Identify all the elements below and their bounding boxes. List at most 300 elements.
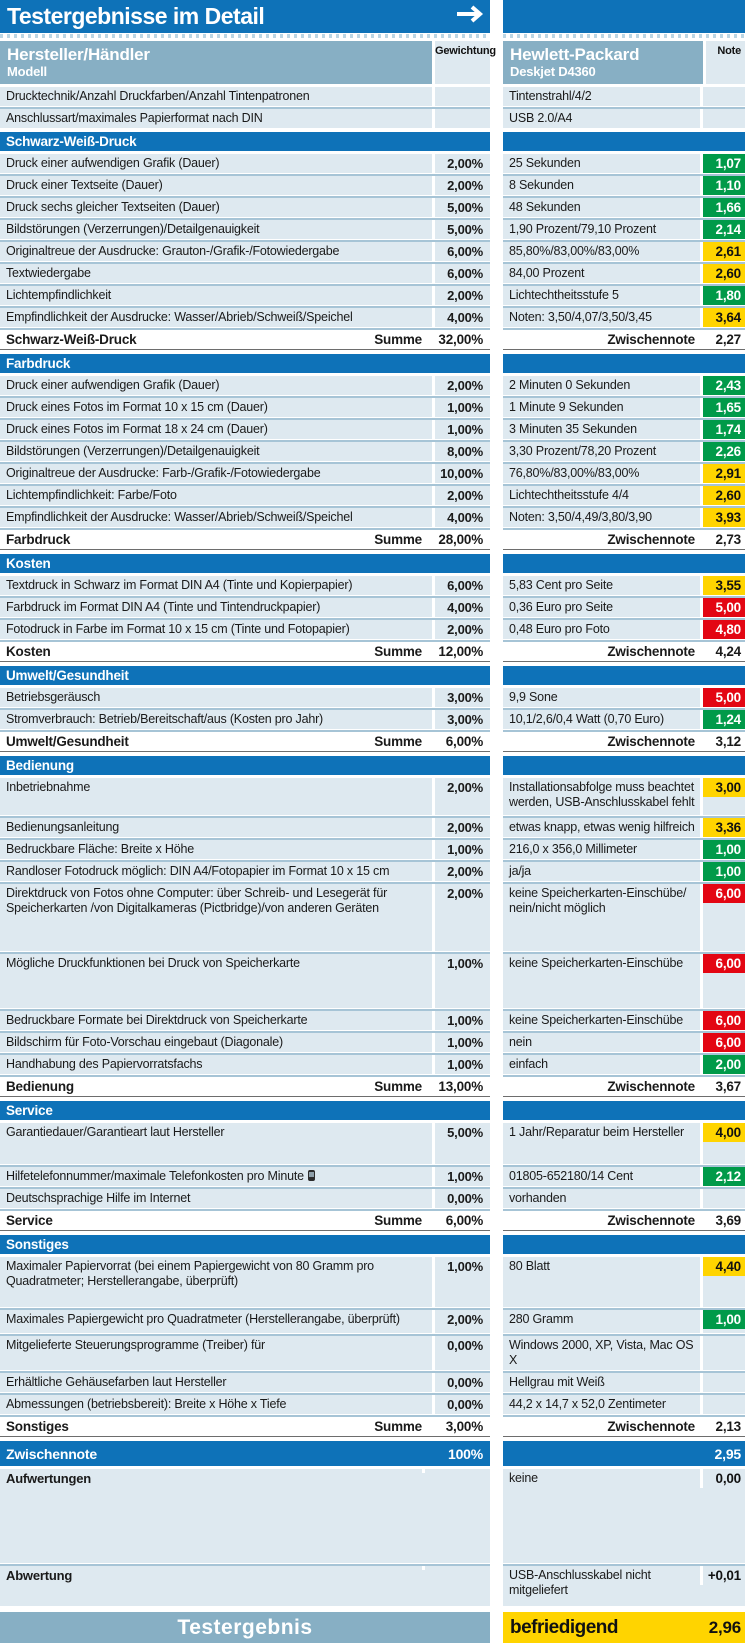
row-weight [432,109,490,128]
section-summary-row [0,530,745,550]
section-header-row [0,1101,745,1120]
product-model: Deskjet D4360 [510,64,596,79]
column-gap [490,1336,503,1370]
note-badge: 1,66 [703,198,745,217]
row-note [700,954,745,1008]
row-value: USB 2.0/A4 [509,111,573,125]
row-weight: 1,00% [432,420,490,439]
row-label: Mögliche Druckfunktionen bei Druck von Speicherkarte [6,956,300,970]
section-summary-row [0,1211,745,1231]
table-row [0,688,745,707]
table-row [0,576,745,595]
column-gap [490,1310,503,1333]
table-row [0,176,745,195]
row-note [700,598,745,617]
row-weight: 2,00% [432,778,490,815]
row-value: 5,83 Cent pro Seite [509,578,613,592]
row-note [700,87,745,106]
row-value: Installationsabfolge muss beachtet werden, USB-Anschlusskabel fehlt [509,780,695,809]
row-weight: 8,00% [432,442,490,461]
note-badge: 3,93 [703,508,745,527]
row-value: Tintenstrahl/4/2 [509,89,592,103]
row-weight: 2,00% [432,818,490,837]
row-label: Bedruckbare Formate bei Direktdruck von Speicherkarte [6,1013,308,1027]
row-value: Windows 2000, XP, Vista, Mac OS X [509,1338,694,1367]
section-header-right [503,354,745,373]
testergebnis-row [0,1612,745,1643]
row-weight: 1,00% [432,1257,490,1307]
row-label: Druck einer aufwendigen Grafik (Dauer) [6,378,220,392]
column-gap [490,818,503,837]
column-gap [490,1211,503,1231]
row-value: Lichtechtheitsstufe 5 [509,288,619,302]
table-row [0,220,745,239]
column-gap [490,464,503,483]
row-right [503,176,745,195]
summary-label: Farbdruck [6,532,71,547]
row-weight: 2,00% [432,154,490,173]
row-weight: 2,00% [432,376,490,395]
row-left [0,308,490,327]
row-weight: 6,00% [432,576,490,595]
section-summary-row [0,732,745,752]
section-title: Schwarz-Weiß-Druck [6,134,137,149]
title-row [0,0,745,33]
note-badge: 5,00 [703,688,745,707]
table-row [0,954,745,1008]
table-row [0,1167,745,1186]
row-weight: 0,00% [432,1336,490,1370]
summary-left [0,1211,490,1231]
row-note [700,198,745,217]
row-right [503,1373,745,1392]
row-left [0,220,490,239]
zwischennote-value: 4,24 [715,644,741,659]
section-header-row [0,554,745,573]
column-gap [490,620,503,639]
row-weight: 2,00% [432,862,490,881]
table-row [0,242,745,261]
row-value: 280 Gramm [509,1312,574,1326]
section-header-row [0,756,745,775]
row-weight: 1,00% [432,840,490,859]
note-badge: 2,91 [703,464,745,483]
row-right [503,1167,745,1186]
row-left [0,286,490,305]
column-header-row [0,41,745,84]
row-right [503,464,745,483]
table-row [0,862,745,881]
abwertung-note: +0,01 [707,1568,741,1583]
table-row [0,818,745,837]
table-body [0,87,745,1437]
row-value: Hellgrau mit Weiß [509,1375,605,1389]
row-left [0,376,490,395]
row-label: Betriebsgeräusch [6,690,101,704]
zwischennote-label: Zwischennote [607,532,695,547]
row-label: Hilfetelefonnummer/maximale Telefonkosten pro Minute [0,1167,432,1186]
row-left [0,840,490,859]
row-value: 76,80%/83,00%/83,00% [509,466,640,480]
summary-weight: 6,00% [445,734,483,749]
row-note [700,688,745,707]
abwertung-label: Abwertung [6,1568,73,1583]
row-note [700,420,745,439]
summary-right [503,642,745,662]
section-title: Umwelt/Gesundheit [6,668,129,683]
section-header-right [503,1235,745,1254]
table-row [0,486,745,505]
summe-label: Summe [374,1213,422,1228]
row-weight: 6,00% [432,264,490,283]
row-label: Bildschirm für Foto-Vorschau eingebaut (Diagonale) [6,1035,283,1049]
column-gap [490,666,503,685]
row-value: keine Speicherkarten-Einschübe/ nein/nicht möglich [509,886,687,915]
row-label: Inbetriebnahme [6,780,91,794]
row-label: Stromverbrauch: Betrieb/Bereitschaft/aus (Kosten pro Jahr) [6,712,324,726]
row-note [700,486,745,505]
table-row [0,420,745,439]
summary-left [0,642,490,662]
column-gap [490,710,503,729]
column-gap [490,1123,503,1164]
row-label: Originaltreue der Ausdrucke: Farb-/Grafik-/Fotowiedergabe [6,466,321,480]
row-left [0,1336,490,1370]
aufwertungen-row [0,1469,745,1563]
zwischennote-total-row [0,1441,745,1466]
zwischennote-label: Zwischennote [607,332,695,347]
zwischennote-value: 2,73 [715,532,741,547]
summary-label: Sonstiges [6,1419,69,1434]
row-value: Noten: 3,50/4,49/3,80/3,90 [509,510,652,524]
row-value: nein [509,1035,532,1049]
column-gap [490,486,503,505]
row-label: Textdruck in Schwarz im Format DIN A4 (Tinte und Kopierpapier) [6,578,353,592]
column-gap [490,420,503,439]
row-right [503,840,745,859]
row-note [700,464,745,483]
column-gap [490,286,503,305]
column-gap [490,1235,503,1254]
row-value: 84,00 Prozent [509,266,585,280]
summe-label: Summe [374,532,422,547]
page-title: Testergebnisse im Detail [7,3,265,29]
note-badge: 6,00 [703,954,745,973]
summary-weight: 3,00% [445,1419,483,1434]
row-right [503,398,745,417]
row-left [0,1189,490,1208]
table-row [0,264,745,283]
row-right [503,710,745,729]
row-left [0,954,490,1008]
row-label: Lichtempfindlichkeit [6,288,112,302]
row-value: 3 Minuten 35 Sekunden [509,422,637,436]
row-value: 44,2 x 14,7 x 52,0 Zentimeter [509,1397,666,1411]
row-weight: 4,00% [432,508,490,527]
note-badge: 1,10 [703,176,745,195]
row-note [700,109,745,128]
row-left [0,1257,490,1307]
row-note [700,862,745,881]
zwischennote-label: Zwischennote [607,1419,695,1434]
row-left [0,818,490,837]
row-note [700,818,745,837]
section-summary-row [0,1417,745,1437]
zwischennote-value: 2,27 [715,332,741,347]
note-badge: 1,65 [703,398,745,417]
column-gap [490,756,503,775]
row-value: keine Speicherkarten-Einschübe [509,956,683,970]
manufacturer-header-line1: Hersteller/Händler [7,45,150,64]
summe-label: Summe [374,644,422,659]
note-badge: 2,61 [703,242,745,261]
zwischennote-total-weight: 100% [447,1445,483,1462]
row-note [700,710,745,729]
column-gap [490,1167,503,1186]
column-gap [490,0,503,33]
column-gap [490,330,503,350]
table-row [0,87,745,106]
row-right [503,87,745,106]
section-header-left [0,756,490,775]
section-summary-row [0,642,745,662]
table-row [0,308,745,327]
note-badge: 1,00 [703,862,745,881]
column-gap [490,154,503,173]
row-weight: 2,00% [432,1310,490,1333]
row-value: 1,90 Prozent/79,10 Prozent [509,222,656,236]
row-left [0,710,490,729]
column-gap [490,954,503,1008]
arrow-right-icon[interactable] [450,5,490,28]
section-header-left [0,666,490,685]
section-header-right [503,132,745,151]
note-badge: 3,00 [703,778,745,797]
row-weight: 1,00% [432,398,490,417]
summary-label: Kosten [6,644,51,659]
row-label: Druck eines Fotos im Format 18 x 24 cm (Dauer) [6,422,268,436]
summary-label: Service [6,1213,53,1228]
table-row [0,109,745,128]
row-right [503,884,745,951]
row-value: 1 Minute 9 Sekunden [509,400,624,414]
note-badge: 6,00 [703,1011,745,1030]
row-weight: 5,00% [432,220,490,239]
row-right [503,1257,745,1307]
row-label: Abmessungen (betriebsbereit): Breite x Höhe x Tiefe [6,1397,287,1411]
column-gap [490,87,503,106]
section-header-row [0,666,745,685]
section-header-row [0,132,745,151]
table-row [0,1011,745,1030]
row-right [503,376,745,395]
summe-label: Summe [374,1419,422,1434]
row-left [0,1011,490,1030]
row-right [503,576,745,595]
row-note [700,1336,745,1370]
zwischennote-label: Zwischennote [607,644,695,659]
column-gap [490,642,503,662]
summary-left [0,330,490,350]
row-left [0,198,490,217]
row-right [503,109,745,128]
column-gap [490,862,503,881]
table-row [0,1123,745,1164]
row-value: 85,80%/83,00%/83,00% [509,244,640,258]
row-value: Lichtechtheitsstufe 4/4 [509,488,629,502]
row-weight: 3,00% [432,688,490,707]
note-badge: 2,00 [703,1055,745,1074]
column-gap [490,264,503,283]
summary-right [503,530,745,550]
note-badge: 1,00 [703,1310,745,1329]
column-gap [490,354,503,373]
summary-label: Umwelt/Gesundheit [6,734,129,749]
column-gap [490,1417,503,1437]
row-right [503,242,745,261]
table-row [0,376,745,395]
column-gap [490,576,503,595]
row-right [503,778,745,815]
table-row [0,1336,745,1370]
summary-right [503,1077,745,1097]
summary-left [0,530,490,550]
zwischennote-value: 3,67 [715,1079,741,1094]
row-left [0,1055,490,1074]
column-gap [490,176,503,195]
mobile-phone-icon [308,1170,315,1181]
row-value: 216,0 x 356,0 Millimeter [509,842,637,856]
note-badge: 2,60 [703,486,745,505]
row-weight: 0,00% [432,1395,490,1414]
row-right [503,1033,745,1052]
row-note [700,508,745,527]
row-left [0,1123,490,1164]
row-note [700,1310,745,1333]
row-right [503,1123,745,1164]
section-header-left [0,132,490,151]
row-right [503,420,745,439]
column-gap [490,1033,503,1052]
section-title: Kosten [6,556,51,571]
aufwertungen-label: Aufwertungen [6,1471,91,1486]
table-row [0,884,745,951]
row-left [0,508,490,527]
row-right [503,688,745,707]
row-weight: 2,00% [432,620,490,639]
row-value: einfach [509,1057,548,1071]
row-right [503,1336,745,1370]
row-left [0,87,490,106]
row-right [503,220,745,239]
row-left [0,154,490,173]
section-header-left [0,554,490,573]
column-gap [490,1077,503,1097]
testergebnis-label: Testergebnis [177,1615,313,1639]
row-value: 0,48 Euro pro Foto [509,622,610,636]
row-value: 9,9 Sone [509,690,558,704]
summary-left [0,732,490,752]
row-right [503,286,745,305]
note-badge: 6,00 [703,1033,745,1052]
column-gap [490,1257,503,1307]
row-value: etwas knapp, etwas wenig hilfreich [509,820,695,834]
row-label: Handhabung des Papiervorratsfachs [6,1057,203,1071]
table-row [0,710,745,729]
note-badge: 1,80 [703,286,745,305]
row-note [700,1033,745,1052]
row-weight: 1,00% [432,1033,490,1052]
column-gap [490,778,503,815]
row-right [503,1189,745,1208]
title-bar [0,0,490,33]
product-name: Hewlett-Packard [510,45,640,64]
column-gap [490,242,503,261]
row-label: Farbdruck im Format DIN A4 (Tinte und Tintendruckpapier) [6,600,321,614]
row-right [503,1055,745,1074]
table-row [0,442,745,461]
row-note [700,176,745,195]
column-gap [490,1101,503,1120]
row-weight: 2,00% [432,486,490,505]
row-left [0,464,490,483]
summary-right [503,330,745,350]
summary-left [0,1417,490,1437]
table-row [0,1257,745,1307]
row-left [0,1033,490,1052]
row-note [700,264,745,283]
manufacturer-header-line2: Modell [7,64,47,79]
row-weight: 0,00% [432,1189,490,1208]
table-row [0,840,745,859]
row-note [700,1257,745,1307]
row-label: Textwiedergabe [6,266,91,280]
column-gap [490,1395,503,1414]
row-weight: 3,00% [432,710,490,729]
row-left [0,576,490,595]
row-weight: 1,00% [432,954,490,1008]
row-note [700,442,745,461]
table-row [0,1055,745,1074]
abwertung-row [0,1566,745,1606]
summary-right [503,1211,745,1231]
section-header-right [503,554,745,573]
column-gap [490,398,503,417]
row-right [503,1395,745,1414]
row-left [0,778,490,815]
section-header-row [0,1235,745,1254]
row-value: ja/ja [509,864,531,878]
row-left [0,109,490,128]
zwischennote-value: 2,13 [715,1419,741,1434]
column-gap [490,508,503,527]
dashed-divider [0,34,745,38]
column-gap [490,109,503,128]
row-note [700,1167,745,1186]
row-left [0,1395,490,1414]
table-row [0,1395,745,1414]
summary-right [503,732,745,752]
row-note [700,1055,745,1074]
row-right [503,264,745,283]
row-value: keine Speicherkarten-Einschübe [509,1013,683,1027]
row-label: Anschlussart/maximales Papierformat nach DIN [6,111,263,125]
verdict-bar [503,1612,745,1643]
row-right [503,154,745,173]
header-left [0,41,496,84]
row-left [0,242,490,261]
row-right [503,1011,745,1030]
